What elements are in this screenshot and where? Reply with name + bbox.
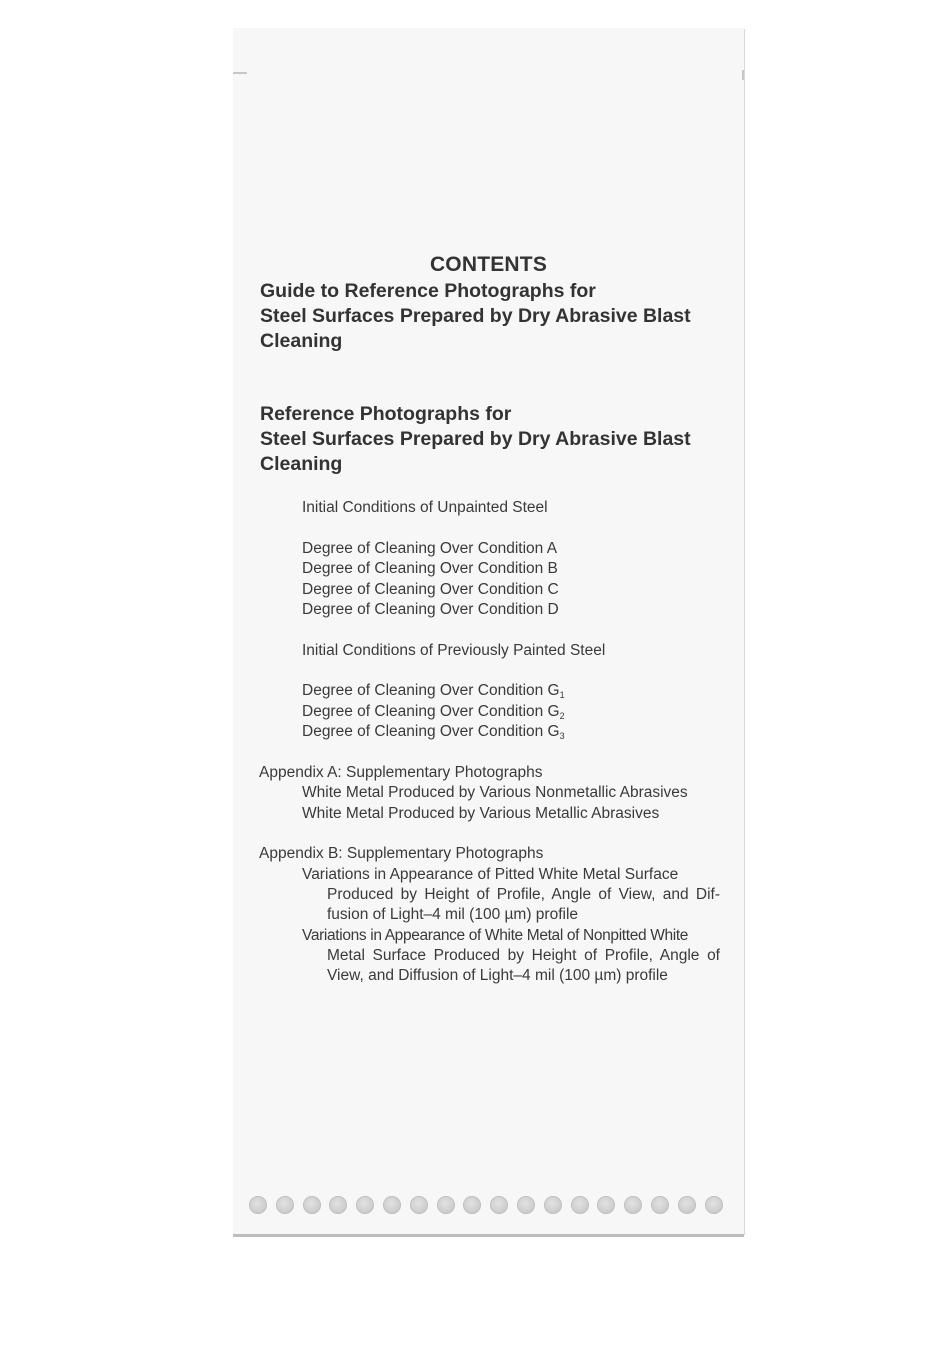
unpainted-steel-entry: Initial Conditions of Unpainted Steel (302, 499, 548, 516)
guide-heading-line: Steel Surfaces Prepared by Dry Abrasive Blast (260, 305, 691, 327)
subscript-2: 2 (559, 711, 565, 721)
binding-hole (571, 1196, 589, 1214)
binding-hole (624, 1196, 642, 1214)
condition-d-entry: Degree of Cleaning Over Condition D (302, 601, 559, 618)
condition-g-label: Degree of Cleaning Over Condition G (302, 703, 560, 720)
binding-hole (276, 1196, 294, 1214)
binding-hole (249, 1196, 267, 1214)
condition-a-entry: Degree of Cleaning Over Condition A (302, 540, 558, 557)
reference-heading-line: Steel Surfaces Prepared by Dry Abrasive Blast (260, 428, 691, 450)
appendix-b-item-pitted-first-line: Variations in Appearance of Pitted White Metal Surface (302, 866, 679, 883)
condition-g1-entry (302, 681, 565, 701)
scan-mark-right (742, 70, 744, 80)
condition-b-entry: Degree of Cleaning Over Condition B (302, 560, 558, 577)
binding-hole (356, 1196, 374, 1214)
binding-hole (383, 1196, 401, 1214)
appendix-a-item-metallic: White Metal Produced by Various Metallic Abrasives (302, 805, 660, 822)
binding-hole (329, 1196, 347, 1214)
binding-hole (517, 1196, 535, 1214)
binding-holes (249, 1196, 723, 1214)
binding-hole (463, 1196, 481, 1214)
reference-heading-line: Cleaning (260, 453, 343, 475)
condition-c-entry: Degree of Cleaning Over Condition C (302, 581, 559, 598)
appendix-b-item-pitted-continued: Produced by Height of Profile, Angle of View, and Dif-fusion of Light–4 mil (100 µm) profile (327, 886, 720, 924)
subscript-1: 1 (559, 690, 565, 700)
binding-hole (303, 1196, 321, 1214)
guide-heading (260, 279, 730, 354)
binding-hole (410, 1196, 428, 1214)
binding-hole (705, 1196, 723, 1214)
binding-hole (490, 1196, 508, 1214)
reference-heading (260, 402, 730, 477)
binding-hole (597, 1196, 615, 1214)
subscript-3: 3 (559, 731, 565, 741)
appendix-b-item-nonpitted-continued: Metal Surface Produced by Height of Profile, Angle of View, and Diffusion of Light–4 mil (100 µm) profile (327, 947, 720, 985)
scan-mark-left (233, 72, 247, 74)
appendix-a-heading: Appendix A: Supplementary Photographs (259, 764, 543, 781)
binding-hole (544, 1196, 562, 1214)
appendix-a-item-nonmetallic: White Metal Produced by Various Nonmetallic Abrasives (302, 784, 688, 801)
appendix-b-heading: Appendix B: Supplementary Photographs (259, 845, 544, 862)
binding-hole (437, 1196, 455, 1214)
binding-hole (651, 1196, 669, 1214)
reference-heading-line: Reference Photographs for (260, 403, 512, 425)
guide-heading-line: Guide to Reference Photographs for (260, 280, 596, 302)
guide-heading-line: Cleaning (260, 330, 343, 352)
painted-steel-entry: Initial Conditions of Previously Painted Steel (302, 642, 606, 659)
binding-hole (678, 1196, 696, 1214)
condition-g3-entry (302, 722, 565, 742)
document-page (233, 28, 744, 1234)
contents-title: CONTENTS (429, 253, 548, 276)
condition-g-label: Degree of Cleaning Over Condition G (302, 723, 560, 740)
appendix-b-item-nonpitted-first-line: Variations in Appearance of White Metal of Nonpitted White (302, 927, 689, 944)
condition-g2-entry (302, 702, 565, 722)
condition-g-label: Degree of Cleaning Over Condition G (302, 682, 560, 699)
